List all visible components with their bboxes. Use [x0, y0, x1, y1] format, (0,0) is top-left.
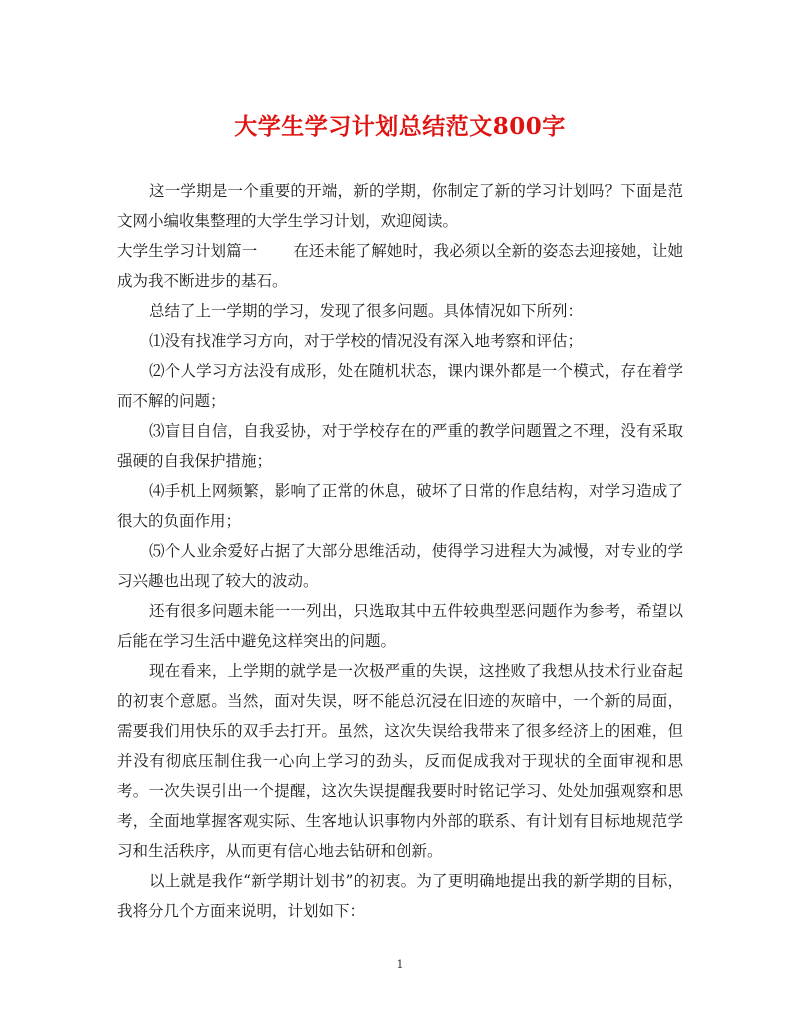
paragraph-summary: 总结了上一学期的学习，发现了很多问题。具体情况如下所列：	[149, 302, 584, 320]
paragraph-plan-one	[117, 236, 683, 296]
paragraph-problem-1: ⑴没有找准学习方向，对于学校的情况没有深入地考察和评估；	[149, 332, 584, 350]
document-title: 大学生学习计划总结范文800字	[234, 113, 566, 140]
page-number: 1	[396, 958, 404, 971]
section-text: 在还未能了解她时，我必须以全新的姿态去迎接她，让她成为我不断进步的基石。	[117, 242, 683, 290]
paragraph-problem-3: ⑶盲目自信，自我妥协，对于学校存在的严重的教学问题置之不理，没有采取强硬的自我保护措施；	[117, 422, 683, 470]
document-body	[117, 176, 683, 926]
paragraph-goal: 以上就是我作“新学期计划书”的初衷。为了更明确地提出我的新学期的目标，我将分几个方面来说明，计划如下：	[117, 872, 683, 920]
paragraph-intro: 这一学期是一个重要的开端，新的学期，你制定了新的学习计划吗？下面是范文网小编收集整理的大学生学习计划，欢迎阅读。	[117, 182, 683, 230]
section-label: 大学生学习计划篇一	[117, 242, 258, 260]
paragraph-problem-2: ⑵个人学习方法没有成形，处在随机状态，课内课外都是一个模式，存在着学而不解的问题；	[117, 362, 683, 410]
paragraph-problem-5: ⑸个人业余爱好占据了大部分思维活动，使得学习进程大为减慢，对专业的学习兴趣也出现了较大的波动。	[117, 542, 683, 590]
paragraph-reflection: 现在看来，上学期的就学是一次极严重的失误，这挫败了我想从技术行业奋起的初衷个意愿。当然，面对失误，呀不能总沉浸在旧迹的灰暗中，一个新的局面，需要我们用快乐的双手去打开。虽然，这次失误给我带来了很多经济上的困难，但并没有彻底压制住我一心向上学习的劲头，反而促成我对于现状的全面审视和思考。一次失误引出一个提醒，这次失误提醒我要时时铭记学习、处处加强观察和思考，全面地掌握客观实际、生客地认识事物内外部的联系、有计划有目标地规范学习和生活秩序，从而更有信心地去钻研和创新。	[117, 662, 683, 860]
paragraph-reference: 还有很多问题未能一一列出，只选取其中五件较典型恶问题作为参考，希望以后能在学习生活中避免这样突出的问题。	[117, 602, 683, 650]
paragraph-problem-4: ⑷手机上网频繁，影响了正常的休息，破坏了日常的作息结构，对学习造成了很大的负面作用；	[117, 482, 683, 530]
